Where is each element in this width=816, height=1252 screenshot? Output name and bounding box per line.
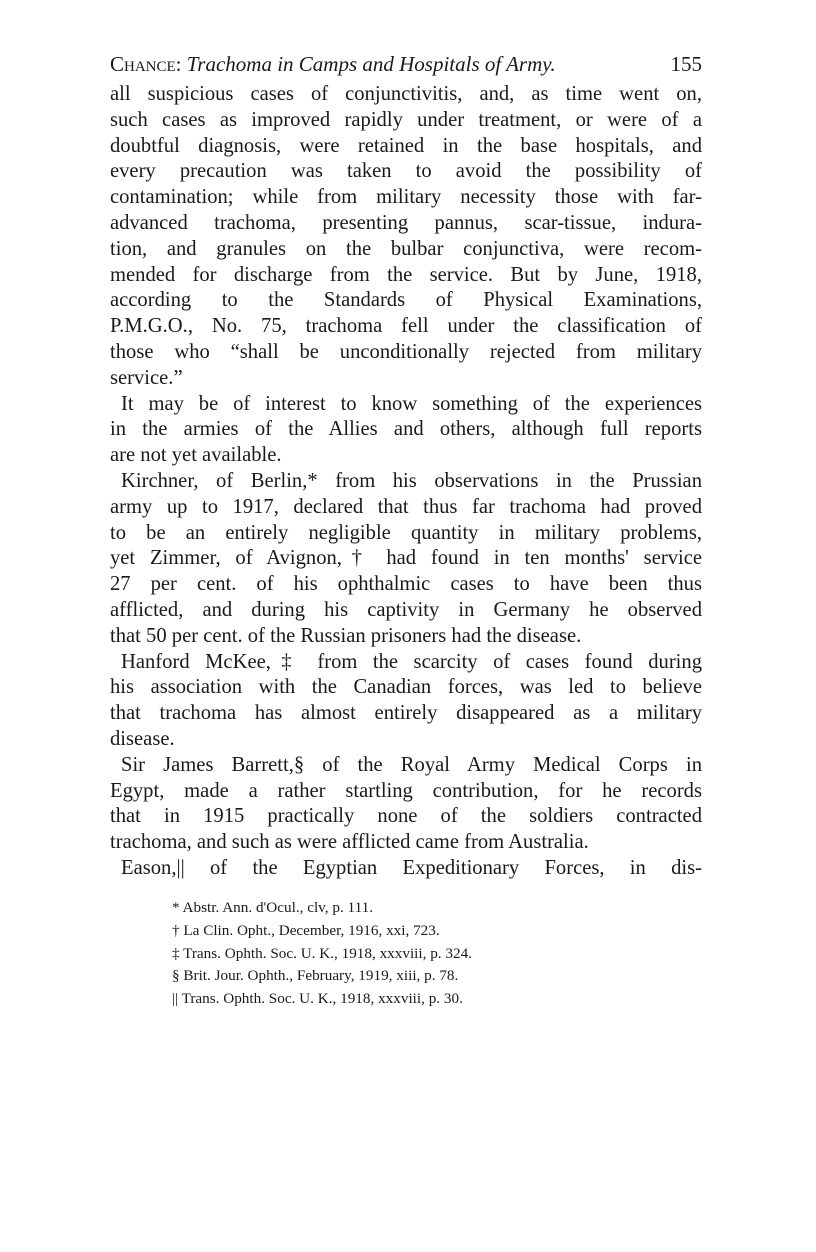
text-line: those who “shall be unconditionally rejected from military [110, 340, 702, 363]
paragraph [110, 469, 702, 650]
text-line: P.M.G.O., No. 75, trachoma fell under the classification of [110, 315, 702, 338]
text-line: Hanford McKee,‡ from the scarcity of cases found during [121, 650, 702, 673]
running-header [110, 52, 702, 77]
text-line: trachoma, and such as were afflicted came from Australia. [110, 831, 589, 854]
text-line: 27 per cent. of his ophthalmic cases to have been thus [110, 573, 702, 596]
body-text [110, 82, 702, 882]
header-title: Trachoma in Camps and Hospitals of Army. [186, 52, 556, 76]
text-line: army up to 1917, declared that thus far trachoma had proved [110, 495, 702, 518]
text-line: in the armies of the Allies and others, although full reports [110, 418, 702, 441]
text-line: such cases as improved rapidly under treatment, or were of a [110, 108, 702, 131]
text-line: to be an entirely negligible quantity in military problems, [110, 521, 702, 544]
text-line: according to the Standards of Physical Examinations, [110, 289, 702, 312]
footnote: || Trans. Ophth. Soc. U. K., 1918, xxxviii, p. 30. [172, 990, 463, 1008]
text-line: It may be of interest to know something of the experiences [121, 392, 702, 415]
page-number: 155 [670, 52, 702, 76]
footnote: † La Clin. Opht., December, 1916, xxi, 723. [172, 921, 440, 939]
text-line: all suspicious cases of conjunctivitis, and, as time went on, [110, 83, 702, 105]
paragraph [110, 392, 702, 469]
text-line: Egypt, made a rather startling contribution, for he records [110, 779, 702, 802]
paragraph [110, 753, 702, 856]
text-line: that trachoma has almost entirely disappeared as a military [110, 702, 702, 725]
text-line: disease. [110, 727, 175, 750]
header-title-group: Chance: Trachoma in Camps and Hospitals of Army. [110, 52, 556, 76]
text-line: service.” [110, 366, 183, 389]
paragraph [110, 856, 702, 882]
text-line: Kirchner, of Berlin,* from his observations in the Prussian [121, 469, 702, 492]
text-line: mended for discharge from the service. But by June, 1918, [110, 263, 702, 286]
text-line: doubtful diagnosis, were retained in the base hospitals, and [110, 134, 702, 157]
text-line: Sir James Barrett,§ of the Royal Army Medical Corps in [121, 753, 702, 776]
text-line: his association with the Canadian forces, was led to believe [110, 676, 702, 699]
text-line: every precaution was taken to avoid the possibility of [110, 160, 702, 183]
footnotes [172, 897, 472, 1011]
text-line: Eason,|| of the Egyptian Expeditionary Forces, in dis- [121, 856, 702, 879]
text-line: that 50 per cent. of the Russian prisoners had the disease. [110, 624, 582, 647]
footnote: ‡ Trans. Ophth. Soc. U. K., 1918, xxxviii, p. 324. [172, 944, 472, 962]
header-author: Chance [110, 52, 176, 76]
text-line: are not yet available. [110, 444, 282, 467]
paragraph [110, 82, 702, 392]
footnote: * Abstr. Ann. d'Ocul., clv, p. 111. [172, 899, 374, 916]
text-line: afflicted, and during his captivity in Germany he observed [110, 598, 702, 621]
text-line: tion, and granules on the bulbar conjunctiva, were recom- [110, 237, 702, 260]
paragraph [110, 650, 702, 753]
footnote: § Brit. Jour. Ophth., February, 1919, xiii, p. 78. [172, 967, 459, 985]
text-line: that in 1915 practically none of the soldiers contracted [110, 805, 702, 828]
text-line: yet Zimmer, of Avignon,† had found in ten months' service [110, 547, 702, 570]
text-line: advanced trachoma, presenting pannus, scar-tissue, indura- [110, 211, 702, 234]
text-line: contamination; while from military necessity those with far- [110, 186, 702, 209]
